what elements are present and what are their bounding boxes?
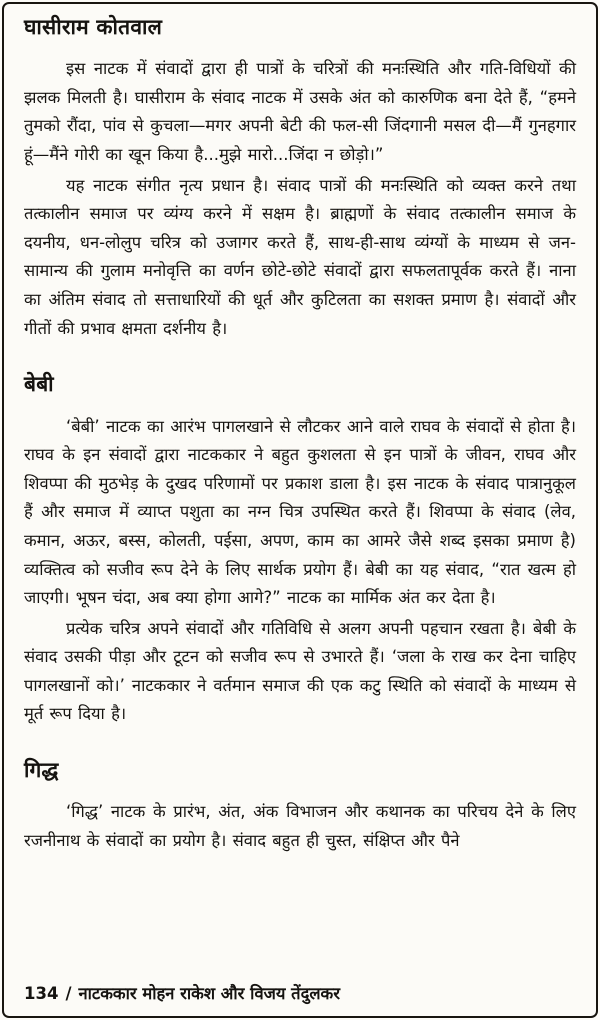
section-ghasiram-kotwal — [24, 14, 576, 343]
section-heading: गिद्ध — [24, 758, 59, 783]
page-number: 134 — [24, 984, 59, 1003]
paragraph: ‘बेबी’ नाटक का आरंभ पागलखाने से लौटकर आने वाले राघव के संवादों से होता है। राघव के इन संवादों द्वारा नाटककार ने बहुत कुशलता से इन पात्रों के जीवन, राघव और शिवप्पा की मुठभेड़ के दुखद परिणामों पर प्रकाश डाला है। इस नाटक के संवाद पात्रानुकूल हैं और समाज में व्याप्त पशुता का नग्न चित्र उपस्थित करते हैं। शिवप्पा के संवाद (लेव, कमान, अऊर, बस्स, कोलती, पईसा, अपण, काम का आमरे जैसे शब्द इसका प्रमाण है) व्यक्तित्व को सजीव रूप देने के लिए सार्थक प्रयोग हैं। बेबी का यह संवाद, “रात खत्म हो जाएगी। भूषन चंदा, अब क्या होगा आगे?” नाटक का मार्मिक अंत कर देता है। — [24, 416, 576, 608]
section-heading: घासीराम कोतवाल — [24, 15, 163, 39]
footer-separator: / — [65, 984, 72, 1003]
running-title: नाटककार मोहन राकेश और विजय तेंदुलकर — [78, 984, 340, 1003]
page-footer — [24, 981, 576, 1004]
section-giddh — [24, 757, 576, 855]
paragraph: इस नाटक में संवादों द्वारा ही पात्रों के चरित्रों की मनःस्थिति और गति-विधियों की झलक मिलती है। घासीराम के संवाद नाटक में उसके अंत को कारुणिक बना देते हैं, “हमने तुमको रौंदा, पांव से कुचला—मगर अपनी बेटी की फल-सी जिंदगानी मसल दी—मैं गुनहगार हूं—मैंने गोरी का खून किया है...मुझे मारो...जिंदा न छोड़ो।” — [24, 59, 576, 165]
paragraph: ‘गिद्ध’ नाटक के प्रारंभ, अंत, अंक विभाजन और कथानक का परिचय देने के लिए रजनीनाथ के संवादों का प्रयोग है। संवाद बहुत ही चुस्त, संक्षिप्त और पैने — [24, 802, 576, 850]
section-heading: बेबी — [24, 372, 54, 397]
section-baby — [24, 371, 576, 729]
paragraph: यह नाटक संगीत नृत्य प्रधान है। संवाद पात्रों की मनःस्थिति को व्यक्त करने तथा तत्कालीन समाज पर व्यंग्य करने में सक्षम है। ब्राह्मणों के संवाद तत्कालीन समाज के दयनीय, धन-लोलुप चरित्र को उजागर करते हैं, साथ-ही-साथ व्यंग्यों के माध्यम से जन-सामान्य की गुलाम मनोवृत्ति का वर्णन छोटे-छोटे संवादों द्वारा सफलतापूर्वक करते हैं। नाना का अंतिम संवाद तो सत्ताधारियों की धूर्त और कुटिलता का सशक्त प्रमाण है। संवादों और गीतों की प्रभाव क्षमता दर्शनीय है। — [24, 175, 576, 338]
paragraph: प्रत्येक चरित्र अपने संवादों और गतिविधि से अलग अपनी पहचान रखता है। बेबी के संवाद उसकी पीड़ा और टूटन को सजीव रूप से उभारते हैं। ‘जला के राख कर देना चाहिए पागलखानों को।’ नाटककार ने वर्तमान समाज की एक कटु स्थिति को संवादों के माध्यम से मूर्त रूप दिया है। — [24, 618, 576, 724]
